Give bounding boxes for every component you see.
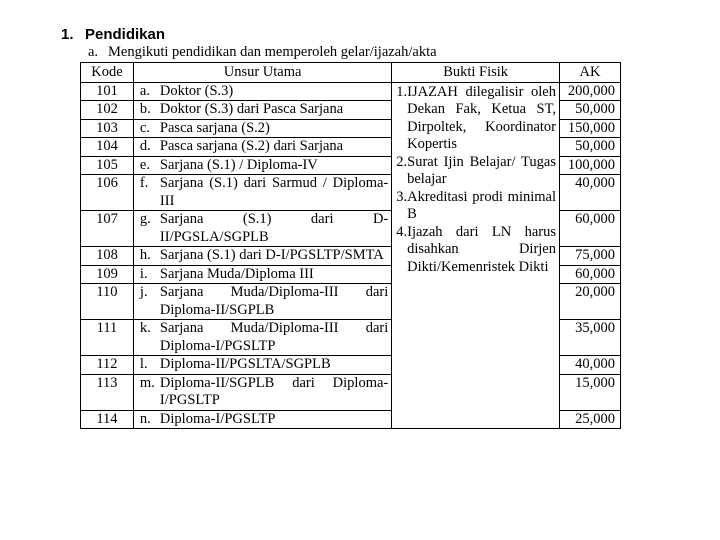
bukti-fisik-item — [396, 189, 556, 224]
section-number: 1. — [61, 26, 74, 43]
ak-cell: 200,000 — [560, 82, 621, 101]
ak-cell: 25,000 — [560, 410, 621, 429]
unsur-text: Sarjana (S.1) / Diploma-IV — [159, 156, 318, 173]
education-credit-table — [80, 62, 621, 429]
kode-cell: 112 — [81, 356, 134, 375]
section-title: Pendidikan — [85, 26, 166, 43]
kode-cell: 111 — [81, 320, 134, 356]
subsection-letter: a. — [88, 44, 99, 60]
kode-cell: 114 — [81, 410, 134, 429]
kode-cell: 107 — [81, 211, 134, 247]
table-row — [81, 82, 621, 101]
unsur-letter: l. — [139, 356, 148, 372]
unsur-text: Diploma-II/SGPLB dari Diploma-I/PGSLTP — [159, 374, 389, 408]
table-header-row — [81, 63, 621, 83]
unsur-text: Doktor (S.3) — [159, 82, 234, 99]
bukti-fisik-item — [396, 84, 556, 154]
ak-cell: 40,000 — [560, 356, 621, 375]
header-kode: Kode — [81, 63, 134, 83]
ak-cell: 150,000 — [560, 119, 621, 138]
unsur-cell — [133, 265, 391, 284]
bukti-fisik-text: Ijazah dari LN harus disahkan Dirjen Dikti/Kemenristek Dikti — [407, 223, 556, 275]
unsur-letter: f. — [139, 175, 149, 191]
kode-cell: 109 — [81, 265, 134, 284]
kode-cell: 104 — [81, 138, 134, 157]
unsur-cell — [133, 320, 391, 356]
header-ak: AK — [560, 63, 621, 83]
unsur-letter: i. — [139, 265, 148, 282]
unsur-cell — [133, 284, 391, 320]
bukti-fisik-number: 1. — [396, 83, 408, 100]
ak-cell: 100,000 — [560, 156, 621, 175]
bukti-fisik-text: Surat Ijin Belajar/ Tugas belajar — [407, 153, 556, 187]
bukti-fisik-number: 3. — [396, 188, 408, 205]
unsur-letter: d. — [139, 138, 151, 154]
kode-cell: 113 — [81, 374, 134, 410]
bukti-fisik-number: 2. — [396, 153, 408, 170]
unsur-cell — [133, 101, 391, 120]
unsur-letter: k. — [139, 320, 151, 336]
unsur-letter: c. — [139, 119, 150, 136]
ak-cell: 60,000 — [560, 265, 621, 284]
unsur-text: Sarjana Muda/Diploma-III dari Diploma-I/PGSLTP — [159, 320, 389, 354]
bukti-fisik-text: IJAZAH dilegalisir oleh Dekan Fak, Ketua ST, Dirpoltek, Koordinator Kopertis — [407, 83, 556, 152]
subsection-heading — [88, 44, 437, 61]
bukti-fisik-item — [396, 154, 556, 189]
ak-cell: 35,000 — [560, 320, 621, 356]
unsur-cell — [133, 374, 391, 410]
unsur-cell — [133, 156, 391, 175]
kode-cell: 105 — [81, 156, 134, 175]
ak-cell: 75,000 — [560, 247, 621, 266]
unsur-letter: b. — [139, 101, 151, 117]
unsur-text: Sarjana (S.1) dari D-I/PGSLTP/SMTA — [159, 247, 384, 263]
ak-cell: 60,000 — [560, 211, 621, 247]
unsur-cell — [133, 356, 391, 375]
bukti-fisik-item — [396, 224, 556, 277]
section-heading — [61, 26, 165, 43]
unsur-text: Sarjana (S.1) dari D-II/PGSLA/SGPLB — [159, 211, 389, 245]
unsur-text: Doktor (S.3) dari Pasca Sarjana — [159, 101, 344, 117]
unsur-cell — [133, 211, 391, 247]
unsur-letter: e. — [139, 156, 150, 173]
kode-cell: 108 — [81, 247, 134, 266]
unsur-letter: h. — [139, 247, 151, 263]
unsur-letter: m. — [139, 374, 155, 391]
unsur-letter: a. — [139, 82, 150, 99]
unsur-letter: n. — [139, 410, 151, 427]
bukti-fisik-cell — [392, 82, 560, 429]
unsur-cell — [133, 410, 391, 429]
unsur-letter: j. — [139, 284, 148, 300]
unsur-text: Sarjana (S.1) dari Sarmud / Diploma-III — [159, 175, 389, 209]
unsur-text: Sarjana Muda/Diploma-III dari Diploma-II/SGPLB — [159, 284, 389, 318]
unsur-text: Pasca sarjana (S.2) — [159, 119, 270, 136]
kode-cell: 103 — [81, 119, 134, 138]
unsur-cell — [133, 247, 391, 266]
kode-cell: 106 — [81, 175, 134, 211]
ak-cell: 15,000 — [560, 374, 621, 410]
kode-cell: 110 — [81, 284, 134, 320]
ak-cell: 50,000 — [560, 101, 621, 120]
unsur-text: Pasca sarjana (S.2) dari Sarjana — [159, 138, 344, 154]
bukti-fisik-number: 4. — [396, 223, 408, 240]
ak-cell: 40,000 — [560, 175, 621, 211]
header-bukti-fisik: Bukti Fisik — [392, 63, 560, 83]
unsur-text: Sarjana Muda/Diploma III — [159, 265, 314, 282]
unsur-text: Diploma-II/PGSLTA/SGPLB — [159, 356, 331, 372]
unsur-cell — [133, 175, 391, 211]
kode-cell: 102 — [81, 101, 134, 120]
subsection-text: Mengikuti pendidikan dan memperoleh gelar/ijazah/akta — [108, 44, 437, 60]
unsur-cell — [133, 138, 391, 157]
ak-cell: 50,000 — [560, 138, 621, 157]
ak-cell: 20,000 — [560, 284, 621, 320]
unsur-cell — [133, 82, 391, 101]
unsur-text: Diploma-I/PGSLTP — [159, 410, 276, 427]
kode-cell: 101 — [81, 82, 134, 101]
header-unsur-utama: Unsur Utama — [133, 63, 391, 83]
bukti-fisik-text: Akreditasi prodi minimal B — [407, 188, 556, 222]
unsur-letter: g. — [139, 211, 151, 227]
unsur-cell — [133, 119, 391, 138]
